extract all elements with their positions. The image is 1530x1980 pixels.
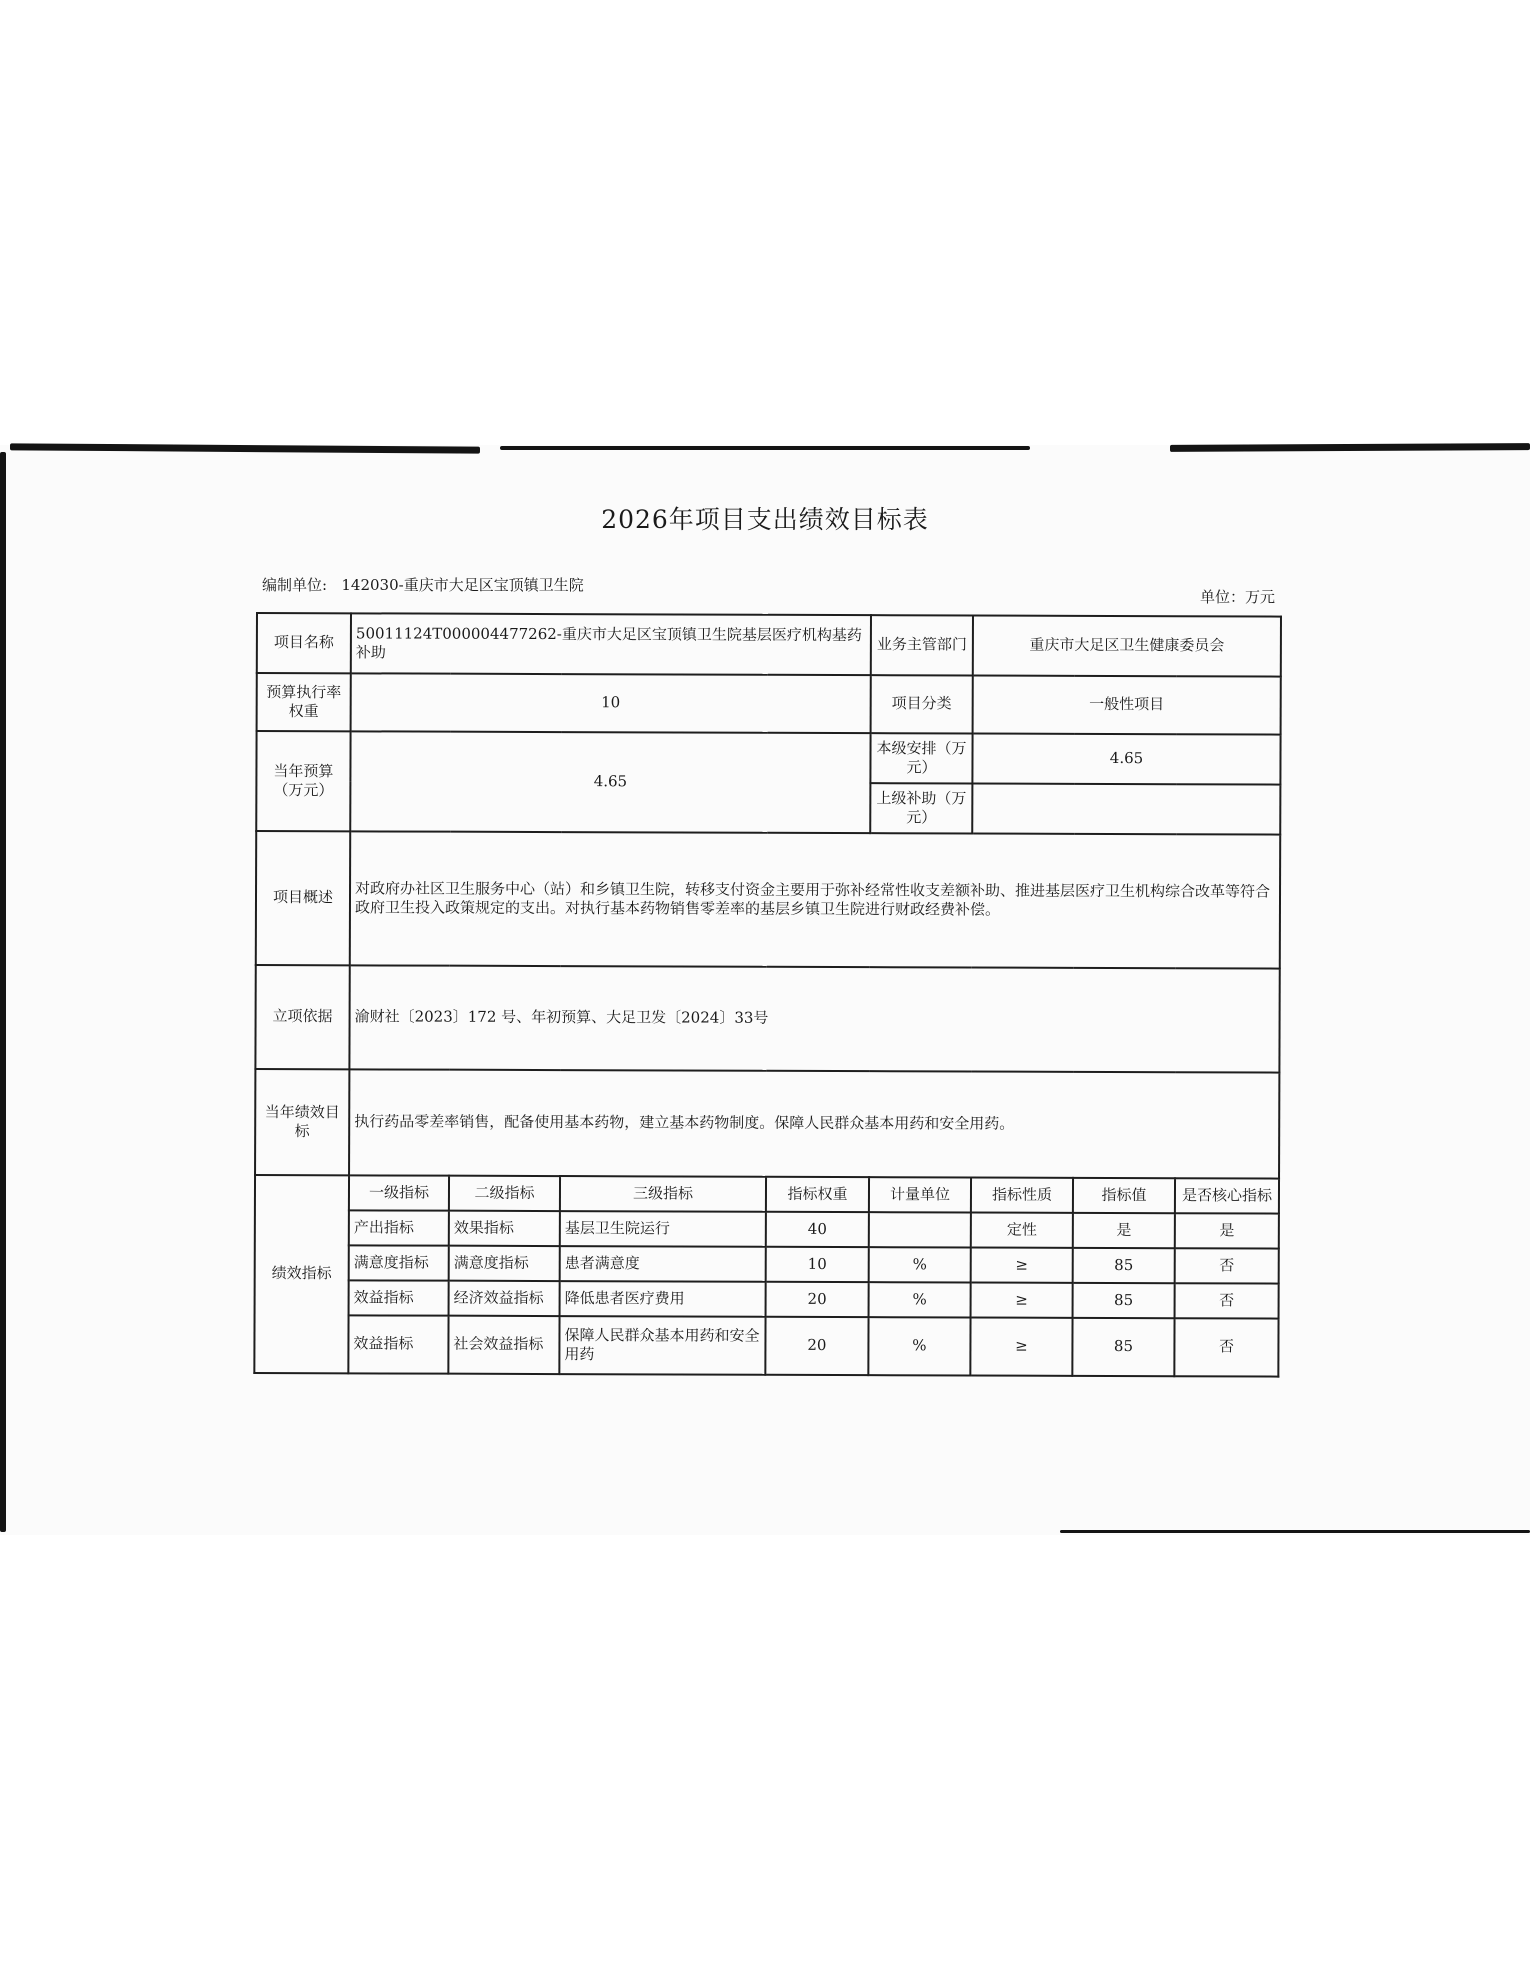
compiling-unit [262, 574, 584, 595]
kpi-header: 指标性质 [971, 1177, 1073, 1212]
kpi-value: 85 [1073, 1283, 1175, 1318]
compiling-unit-value: 142030-重庆市大足区宝顶镇卫生院 [341, 576, 584, 594]
scan-edge-top-middle [500, 446, 1030, 450]
kpi-level1: 效益指标 [349, 1280, 449, 1315]
budget-label: 当年预算（万元） [256, 731, 350, 831]
kpi-level2: 社会效益指标 [448, 1316, 559, 1374]
performance-table [253, 612, 1282, 1378]
kpi-header: 是否核心指标 [1175, 1178, 1279, 1213]
kpi-core: 否 [1174, 1318, 1278, 1376]
scan-edge-bottom [1060, 1530, 1530, 1533]
dept-label: 业务主管部门 [871, 615, 973, 675]
upper-label: 上级补助（万元） [870, 783, 972, 833]
kpi-header: 一级指标 [349, 1175, 449, 1210]
kpi-level3: 患者满意度 [560, 1246, 766, 1282]
local-value: 4.65 [972, 734, 1280, 785]
scan-edge-left [0, 452, 6, 1532]
kpi-value: 85 [1072, 1318, 1174, 1376]
currency-unit: 单位：万元 [1200, 588, 1276, 606]
kpi-unit: % [869, 1247, 971, 1282]
goal-label: 当年绩效目标 [255, 1069, 349, 1175]
kpi-level2: 满意度指标 [449, 1246, 560, 1281]
kpi-header: 指标权重 [766, 1177, 869, 1212]
basis-value: 渝财社〔2023〕172 号、年初预算、大足卫发〔2024〕33号 [349, 965, 1279, 1072]
kpi-nature: ≥ [971, 1282, 1073, 1317]
kpi-level2: 效果指标 [449, 1211, 560, 1246]
exec-weight-label: 预算执行率权重 [257, 673, 351, 731]
kpi-label: 绩效指标 [254, 1175, 349, 1373]
upper-value [972, 784, 1280, 835]
table-row [254, 1315, 1278, 1377]
kpi-level1: 满意度指标 [349, 1245, 449, 1280]
table-row [255, 1210, 1279, 1249]
kpi-core: 否 [1175, 1248, 1279, 1283]
kpi-value: 是 [1073, 1213, 1175, 1248]
kpi-header: 二级指标 [449, 1176, 560, 1211]
kpi-level1: 产出指标 [349, 1210, 449, 1245]
budget-value: 4.65 [350, 731, 870, 833]
kpi-unit [869, 1212, 971, 1247]
project-name-value: 50011124T000004477262-重庆市大足区宝顶镇卫生院基层医疗机构基药补助 [351, 613, 871, 675]
kpi-level3: 基层卫生院运行 [560, 1211, 766, 1247]
kpi-nature: 定性 [971, 1212, 1073, 1247]
basis-label: 立项依据 [255, 965, 349, 1069]
goal-value: 执行药品零差率销售，配备使用基本药物，建立基本药物制度。保障人民群众基本用药和安全用药。 [349, 1069, 1279, 1178]
compiling-unit-label: 编制单位: [262, 576, 328, 594]
project-name-label: 项目名称 [257, 613, 351, 673]
kpi-header: 三级指标 [560, 1176, 766, 1212]
kpi-header: 指标值 [1073, 1178, 1175, 1213]
kpi-weight: 20 [765, 1317, 868, 1375]
dept-value: 重庆市大足区卫生健康委员会 [973, 616, 1281, 677]
kpi-level3: 降低患者医疗费用 [560, 1281, 766, 1317]
table-row [255, 1245, 1279, 1284]
kpi-weight: 10 [766, 1247, 869, 1282]
local-label: 本级安排（万元） [870, 733, 972, 783]
kpi-nature: ≥ [970, 1317, 1072, 1375]
exec-weight-value: 10 [351, 673, 871, 733]
overview-value: 对政府办社区卫生服务中心（站）和乡镇卫生院，转移支付资金主要用于弥补经常性收支差额补助、推进基层医疗卫生机构综合改革等符合政府卫生投入政策规定的支出。对执行基本药物销售零差率的基层乡镇卫生院进行财政经费补偿。 [350, 831, 1281, 968]
kpi-level1: 效益指标 [348, 1315, 448, 1373]
kpi-value: 85 [1073, 1248, 1175, 1283]
kpi-nature: ≥ [971, 1247, 1073, 1282]
kpi-core: 否 [1175, 1283, 1279, 1318]
kpi-level2: 经济效益指标 [449, 1281, 560, 1316]
category-value: 一般性项目 [973, 676, 1281, 735]
overview-label: 项目概述 [256, 831, 350, 965]
category-label: 项目分类 [871, 675, 973, 733]
kpi-unit: % [868, 1317, 970, 1375]
kpi-header: 计量单位 [869, 1177, 971, 1212]
kpi-level3: 保障人民群众基本用药和安全用药 [559, 1316, 765, 1375]
kpi-core: 是 [1175, 1213, 1279, 1248]
kpi-weight: 20 [766, 1282, 869, 1317]
page-title: 2026年项目支出绩效目标表 [601, 505, 929, 534]
kpi-weight: 40 [766, 1212, 869, 1247]
kpi-unit: % [869, 1282, 971, 1317]
table-row [255, 1280, 1279, 1319]
